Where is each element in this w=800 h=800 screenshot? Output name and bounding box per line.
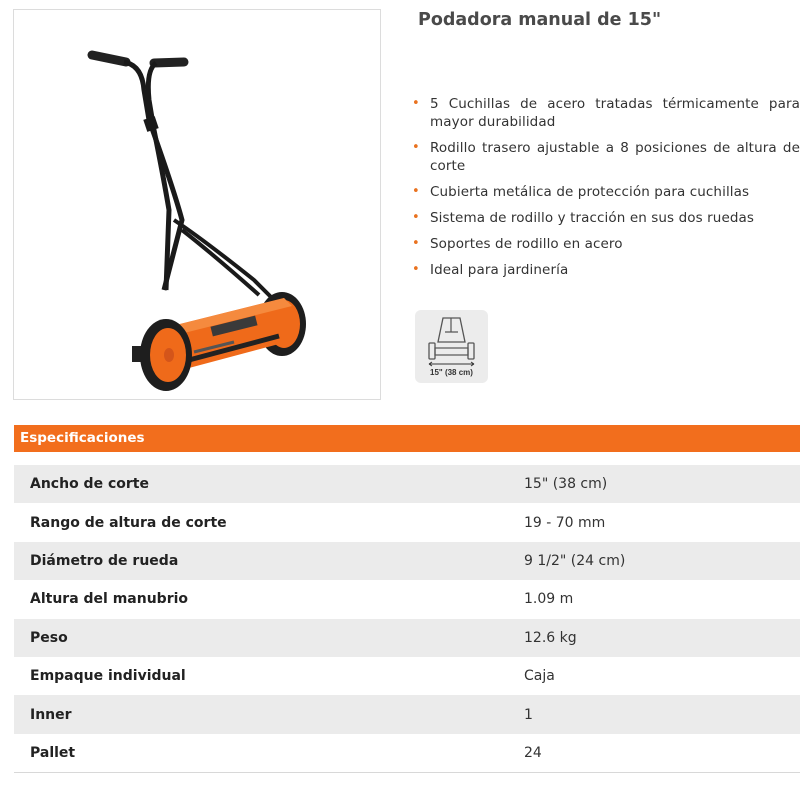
table-row <box>14 465 800 503</box>
spec-value: 15" (38 cm) <box>524 476 608 493</box>
bullet-icon: • <box>412 262 420 277</box>
table-row <box>14 657 800 695</box>
spec-value: 24 <box>524 744 542 761</box>
table-row <box>14 695 800 733</box>
spec-value: 19 - 70 mm <box>524 514 606 531</box>
specs-header: Especificaciones <box>14 425 800 452</box>
bullet-icon: • <box>412 184 420 199</box>
spec-value: 12.6 kg <box>524 629 577 646</box>
table-row <box>14 503 800 541</box>
spec-label: Inner <box>30 706 72 723</box>
spec-label: Pallet <box>30 744 76 761</box>
spec-label: Diámetro de rueda <box>30 552 179 569</box>
bullet-icon: • <box>412 210 420 225</box>
table-row <box>14 542 800 580</box>
bullet-icon: • <box>412 96 420 111</box>
bullet-icon: • <box>412 236 420 251</box>
spec-value: Caja <box>524 668 555 685</box>
feature-item: • Cubierta metálica de protección para cuchillas <box>412 184 750 200</box>
lawn-mower-illustration <box>14 10 382 401</box>
cutting-width-badge <box>415 310 488 383</box>
spec-label: Empaque individual <box>30 668 186 685</box>
feature-list <box>412 95 800 287</box>
product-image[interactable] <box>13 9 381 400</box>
feature-item: • Soportes de rodillo en acero <box>412 236 623 252</box>
table-divider <box>14 772 800 773</box>
table-row <box>14 734 800 772</box>
product-title: Podadora manual de 15" <box>418 10 662 30</box>
spec-value: 9 1/2" (24 cm) <box>524 552 626 569</box>
table-row <box>14 580 800 618</box>
spec-label: Altura del manubrio <box>30 591 189 608</box>
spec-label: Peso <box>30 629 68 646</box>
spec-value: 1 <box>524 706 533 723</box>
feature-item: • Ideal para jardinería <box>412 262 569 278</box>
spec-value: 1.09 m <box>524 591 574 608</box>
feature-item: • 5 Cuchillas de acero tratadas térmicamente para mayor durabilidad <box>412 96 800 130</box>
table-row <box>14 619 800 657</box>
specs-table <box>14 465 800 772</box>
feature-item: • Rodillo trasero ajustable a 8 posiciones de altura de corte <box>412 140 800 174</box>
bullet-icon: • <box>412 140 420 155</box>
feature-item: • Sistema de rodillo y tracción en sus dos ruedas <box>412 210 755 226</box>
cutting-width-label: 15" (38 cm) <box>430 368 473 377</box>
spec-label: Ancho de corte <box>30 476 149 493</box>
spec-label: Rango de altura de corte <box>30 514 227 531</box>
